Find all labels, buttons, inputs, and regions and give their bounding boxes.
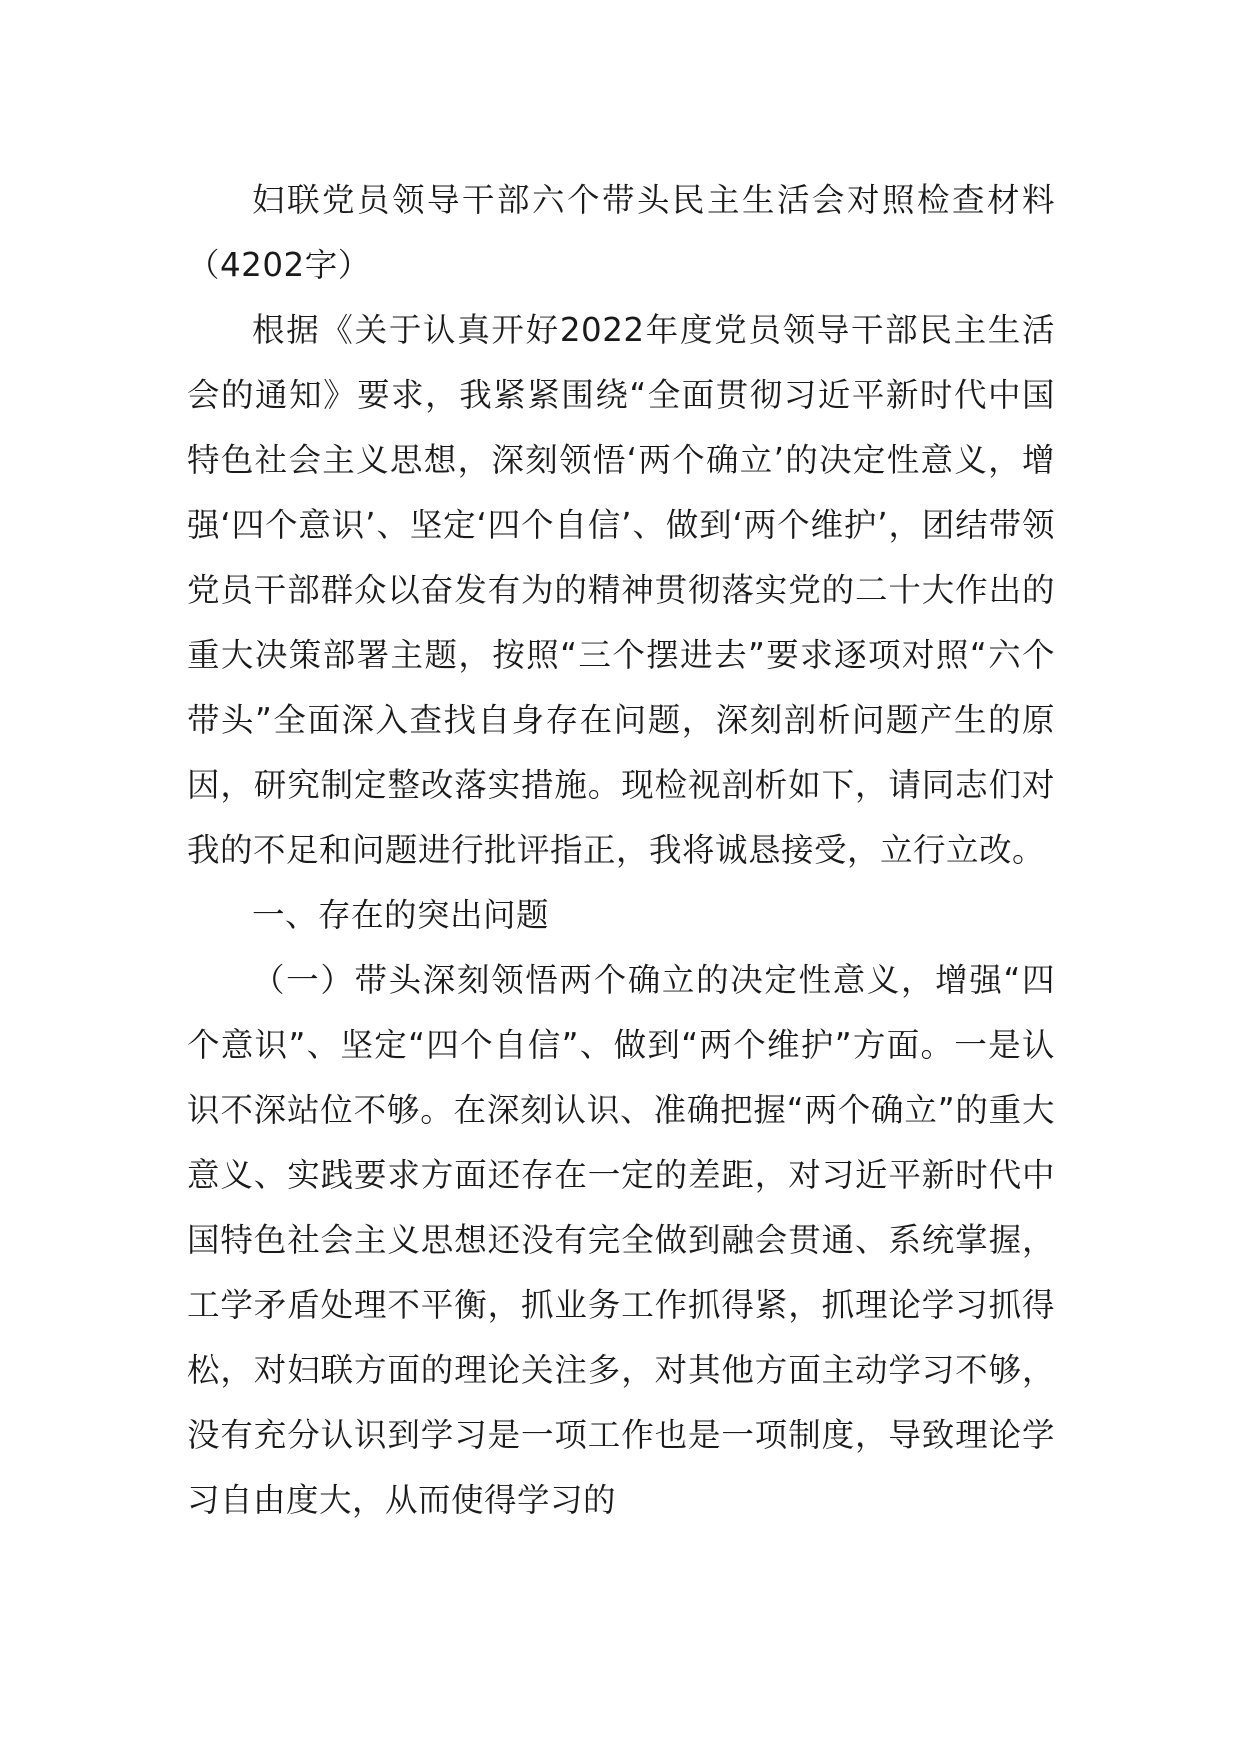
body-paragraph: （一）带头深刻领悟两个确立的决定性意义，增强“四个意识”、坚定“四个自信”、做到“两个维护”方面。一是认识不深站位不够。在深刻认识、准确把握“两个确立”的重大意义、实践要求方面还存在一定的差距，对习近平新时代中国特色社会主义思想还没有完全做到融会贯通、系统掌握，工学矛盾处理不平衡，抓业务工作抓得紧，抓理论学习抓得松，对妇联方面的理论关注多，对其他方面主动学习不够，没有充分认识到学习是一项工作也是一项制度，导致理论学习自由度大，从而使得学习的 (187, 961, 1055, 1519)
intro-paragraph: 根据《关于认真开好2022年度党员领导干部民主生活会的通知》要求，我紧紧围绕“全面贯彻习近平新时代中国特色社会主义思想，深刻领悟‘两个确立’的决定性意义，增强‘四个意识’、坚定‘四个自信’、做到‘两个维护’，团结带领党员干部群众以奋发有为的精神贯彻落实党的二十大作出的重大决策部署主题，按照“三个摆进去”要求逐项对照“六个带头”全面深入查找自身存在问题，深刻剖析问题产生的原因，研究制定整改落实措施。现检视剖析如下，请同志们对我的不足和问题进行批评指正，我将诚恳接受，立行立改。 (187, 311, 1055, 869)
document-page (187, 168, 1055, 1533)
section-heading: 一、存在的突出问题 (252, 896, 550, 934)
document-title: 妇联党员领导干部六个带头民主生活会对照检查材料（4202字） (187, 181, 1055, 284)
